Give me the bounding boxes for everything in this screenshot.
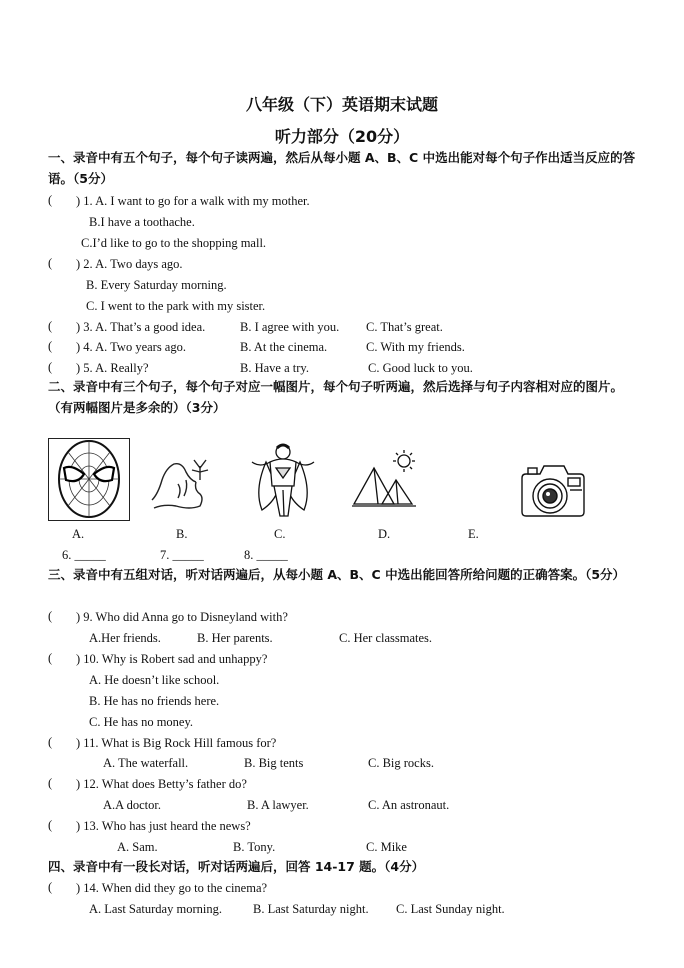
answer-paren: ( — [48, 193, 71, 207]
picture-e-camera — [520, 456, 586, 520]
q5-option-b: B. Have a try. — [240, 361, 309, 375]
picture-a-spiderman — [48, 438, 130, 521]
q2-option-c: C. I went to the park with my sister. — [86, 299, 266, 313]
answer-blank-6[interactable]: 6. _____ — [62, 548, 106, 562]
q1-option-b: B.I have a toothache. — [89, 215, 195, 229]
q10-option-b: B. He has no friends here. — [89, 694, 220, 708]
picture-label-b: B. — [176, 527, 188, 541]
q13-stem: ) 13. Who has just heard the news? — [76, 819, 251, 833]
q4-stem: ) 4. A. Two years ago. — [76, 340, 186, 354]
answer-paren: ( — [48, 651, 71, 665]
page-title: 八年级（下）英语期末试题 — [245, 95, 438, 114]
answer-paren: ( — [48, 776, 71, 790]
picture-b-waterfall — [148, 450, 218, 512]
picture-label-e: E. — [468, 527, 479, 541]
answer-blank-8[interactable]: 8. _____ — [244, 548, 288, 562]
section-1-heading: 一、录音中有五个句子，每个句子读两遍，然后从每小题 A、B、C 中选出能对每个句子作出适当反应的答语。（5分） — [48, 150, 636, 186]
q3-stem: ) 3. A. That’s a good idea. — [76, 320, 206, 334]
answer-blank-7[interactable]: 7. _____ — [160, 548, 204, 562]
q13-option-a: A. Sam. — [117, 840, 158, 854]
q11-option-c: C. Big rocks. — [368, 756, 434, 770]
q5-stem: ) 5. A. Really? — [76, 361, 149, 375]
q9-option-a: A.Her friends. — [89, 631, 161, 645]
q4-option-c: C. With my friends. — [366, 340, 465, 354]
q3-option-c: C. That’s great. — [366, 320, 443, 334]
q5-option-c: C. Good luck to you. — [368, 361, 473, 375]
q11-option-b: B. Big tents — [244, 756, 304, 770]
q3-option-b: B. I agree with you. — [240, 320, 340, 334]
answer-paren: ( — [48, 880, 71, 894]
q14-stem: ) 14. When did they go to the cinema? — [76, 881, 268, 895]
q10-option-c: C. He has no money. — [89, 715, 194, 729]
picture-label-d: D. — [378, 527, 391, 541]
q13-option-b: B. Tony. — [233, 840, 276, 854]
q9-stem: ) 9. Who did Anna go to Disneyland with? — [76, 610, 288, 624]
section-4-heading: 四、录音中有一段长对话，听对话两遍后，回答 14-17 题。（4分） — [48, 859, 425, 874]
picture-d-pyramids — [352, 448, 418, 514]
q13-option-c: C. Mike — [366, 840, 407, 854]
answer-paren: ( — [48, 735, 71, 749]
q2-stem: ) 2. A. Two days ago. — [76, 257, 183, 271]
q10-option-a: A. He doesn’t like school. — [89, 673, 220, 687]
answer-paren: ( — [48, 360, 71, 374]
answer-paren: ( — [48, 609, 71, 623]
q10-stem: ) 10. Why is Robert sad and unhappy? — [76, 652, 268, 666]
q14-option-c: C. Last Sunday night. — [396, 902, 505, 916]
q14-option-a: A. Last Saturday morning. — [89, 902, 222, 916]
q4-option-b: B. At the cinema. — [240, 340, 328, 354]
q9-option-c: C. Her classmates. — [339, 631, 433, 645]
q1-option-c: C.I’d like to go to the shopping mall. — [81, 236, 267, 250]
q11-stem: ) 11. What is Big Rock Hill famous for? — [76, 736, 277, 750]
q12-option-b: B. A lawyer. — [247, 798, 309, 812]
q12-option-c: C. An astronaut. — [368, 798, 450, 812]
q11-option-a: A. The waterfall. — [103, 756, 189, 770]
q2-option-b: B. Every Saturday morning. — [86, 278, 227, 292]
answer-paren: ( — [48, 339, 71, 353]
section-3-heading: 三、录音中有五组对话，听对话两遍后，从每小题 A、B、C 中选出能回答所给问题的正确答案。（5分） — [48, 567, 626, 582]
q9-option-b: B. Her parents. — [197, 631, 273, 645]
answer-paren: ( — [48, 818, 71, 832]
answer-paren: ( — [48, 256, 71, 270]
page-subtitle: 听力部分（20分） — [274, 127, 410, 146]
picture-label-c: C. — [274, 527, 286, 541]
answer-paren: ( — [48, 319, 71, 333]
q1-stem: ) 1. A. I want to go for a walk with my mother. — [76, 194, 310, 208]
q12-option-a: A.A doctor. — [103, 798, 161, 812]
section-2-heading: 二、录音中有三个句子，每个句子对应一幅图片，每个句子听两遍，然后选择与句子内容相对应的图片。（有两幅图片是多余的）（3分） — [48, 379, 624, 415]
picture-c-superman — [244, 440, 322, 520]
q14-option-b: B. Last Saturday night. — [253, 902, 369, 916]
picture-label-a: A. — [72, 527, 85, 541]
q12-stem: ) 12. What does Betty’s father do? — [76, 777, 247, 791]
